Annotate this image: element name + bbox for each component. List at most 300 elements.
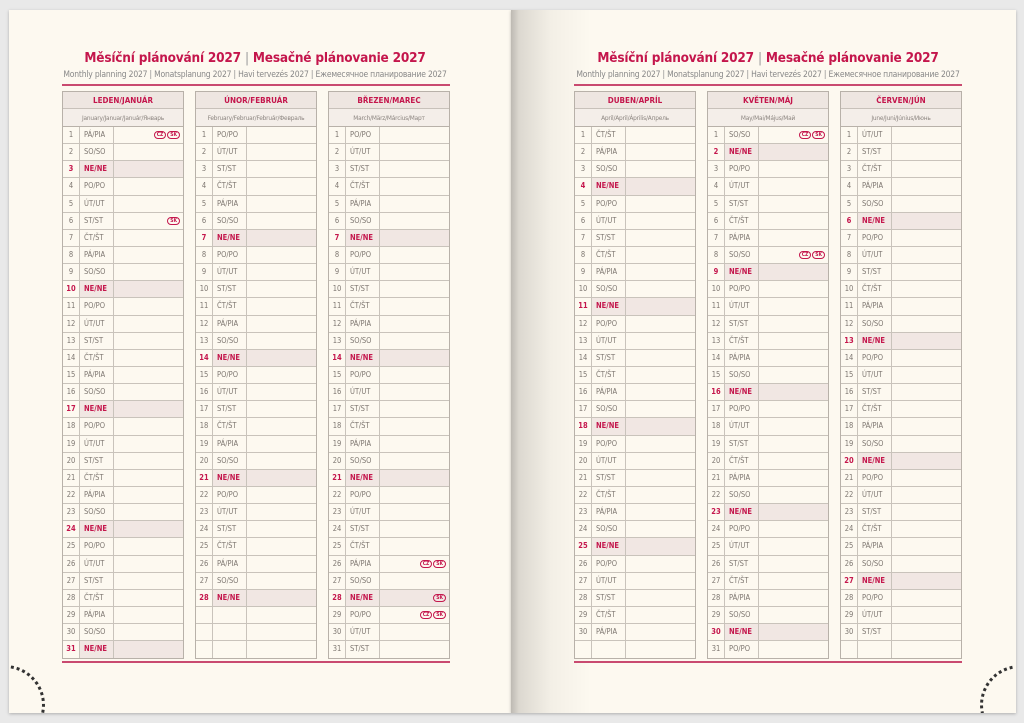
day-row[interactable] bbox=[841, 264, 961, 281]
note-cell[interactable] bbox=[892, 281, 961, 297]
note-cell[interactable] bbox=[626, 298, 695, 314]
day-row[interactable] bbox=[196, 161, 316, 178]
note-cell[interactable] bbox=[380, 556, 449, 572]
note-cell[interactable] bbox=[380, 607, 449, 623]
day-row[interactable] bbox=[708, 624, 828, 641]
note-cell[interactable] bbox=[114, 453, 183, 469]
note-cell[interactable] bbox=[626, 213, 695, 229]
note-cell[interactable] bbox=[380, 333, 449, 349]
day-row[interactable] bbox=[196, 196, 316, 213]
day-row[interactable] bbox=[708, 298, 828, 315]
note-cell[interactable] bbox=[380, 504, 449, 520]
note-cell[interactable] bbox=[759, 247, 828, 263]
day-row[interactable] bbox=[329, 161, 449, 178]
day-row[interactable] bbox=[708, 470, 828, 487]
note-cell[interactable] bbox=[626, 281, 695, 297]
note-cell[interactable] bbox=[759, 213, 828, 229]
note-cell[interactable] bbox=[892, 213, 961, 229]
day-row[interactable] bbox=[63, 624, 183, 641]
note-cell[interactable] bbox=[380, 264, 449, 280]
day-row[interactable] bbox=[708, 401, 828, 418]
note-cell[interactable] bbox=[626, 127, 695, 143]
day-row[interactable] bbox=[575, 213, 695, 230]
day-row[interactable] bbox=[63, 281, 183, 298]
day-row[interactable] bbox=[841, 316, 961, 333]
note-cell[interactable] bbox=[380, 247, 449, 263]
note-cell[interactable] bbox=[626, 470, 695, 486]
day-row[interactable] bbox=[708, 538, 828, 555]
day-row[interactable] bbox=[575, 418, 695, 435]
day-row[interactable] bbox=[63, 161, 183, 178]
note-cell[interactable] bbox=[626, 367, 695, 383]
note-cell[interactable] bbox=[759, 316, 828, 332]
day-row[interactable] bbox=[841, 453, 961, 470]
note-cell[interactable] bbox=[247, 196, 316, 212]
note-cell[interactable] bbox=[892, 350, 961, 366]
day-row[interactable] bbox=[708, 607, 828, 624]
note-cell[interactable] bbox=[892, 624, 961, 640]
day-row[interactable] bbox=[196, 316, 316, 333]
day-row[interactable] bbox=[708, 453, 828, 470]
note-cell[interactable] bbox=[626, 436, 695, 452]
day-row[interactable] bbox=[841, 281, 961, 298]
note-cell[interactable] bbox=[892, 230, 961, 246]
day-row[interactable] bbox=[575, 161, 695, 178]
note-cell[interactable] bbox=[759, 504, 828, 520]
day-row[interactable] bbox=[708, 590, 828, 607]
day-row[interactable] bbox=[575, 264, 695, 281]
day-row[interactable] bbox=[575, 590, 695, 607]
day-row[interactable] bbox=[63, 470, 183, 487]
day-row[interactable] bbox=[708, 436, 828, 453]
note-cell[interactable] bbox=[114, 538, 183, 554]
day-row[interactable] bbox=[63, 436, 183, 453]
day-row[interactable] bbox=[841, 161, 961, 178]
day-row[interactable] bbox=[196, 264, 316, 281]
note-cell[interactable] bbox=[380, 127, 449, 143]
note-cell[interactable] bbox=[247, 573, 316, 589]
day-row[interactable] bbox=[575, 196, 695, 213]
day-row[interactable] bbox=[329, 247, 449, 264]
day-row[interactable] bbox=[196, 178, 316, 195]
day-row[interactable] bbox=[329, 350, 449, 367]
day-row[interactable] bbox=[575, 504, 695, 521]
note-cell[interactable] bbox=[247, 333, 316, 349]
day-row[interactable] bbox=[841, 556, 961, 573]
note-cell[interactable] bbox=[759, 538, 828, 554]
note-cell[interactable] bbox=[247, 521, 316, 537]
note-cell[interactable] bbox=[380, 350, 449, 366]
day-row[interactable] bbox=[196, 298, 316, 315]
day-row[interactable] bbox=[329, 230, 449, 247]
note-cell[interactable] bbox=[626, 418, 695, 434]
day-row[interactable] bbox=[329, 624, 449, 641]
note-cell[interactable] bbox=[626, 590, 695, 606]
note-cell[interactable] bbox=[759, 144, 828, 160]
note-cell[interactable] bbox=[114, 247, 183, 263]
day-row[interactable] bbox=[329, 144, 449, 161]
note-cell[interactable] bbox=[247, 384, 316, 400]
day-row[interactable] bbox=[329, 418, 449, 435]
note-cell[interactable] bbox=[380, 367, 449, 383]
note-cell[interactable] bbox=[247, 453, 316, 469]
note-cell[interactable] bbox=[380, 178, 449, 194]
note-cell[interactable] bbox=[759, 401, 828, 417]
day-row[interactable] bbox=[63, 316, 183, 333]
day-row[interactable] bbox=[841, 384, 961, 401]
day-row[interactable] bbox=[329, 521, 449, 538]
note-cell[interactable] bbox=[892, 470, 961, 486]
day-row[interactable] bbox=[196, 556, 316, 573]
note-cell[interactable] bbox=[759, 470, 828, 486]
day-row[interactable] bbox=[841, 247, 961, 264]
note-cell[interactable] bbox=[759, 367, 828, 383]
note-cell[interactable] bbox=[114, 298, 183, 314]
note-cell[interactable] bbox=[114, 641, 183, 658]
note-cell[interactable] bbox=[114, 196, 183, 212]
day-row[interactable] bbox=[708, 213, 828, 230]
day-row[interactable] bbox=[196, 350, 316, 367]
day-row[interactable] bbox=[63, 350, 183, 367]
day-row[interactable] bbox=[841, 624, 961, 641]
note-cell[interactable] bbox=[380, 538, 449, 554]
note-cell[interactable] bbox=[247, 538, 316, 554]
note-cell[interactable] bbox=[247, 178, 316, 194]
day-row[interactable] bbox=[63, 556, 183, 573]
day-row[interactable] bbox=[575, 367, 695, 384]
day-row[interactable] bbox=[708, 333, 828, 350]
day-row[interactable] bbox=[841, 418, 961, 435]
note-cell[interactable] bbox=[892, 264, 961, 280]
day-row[interactable] bbox=[708, 384, 828, 401]
day-row[interactable] bbox=[841, 178, 961, 195]
day-row[interactable] bbox=[708, 367, 828, 384]
day-row[interactable] bbox=[841, 521, 961, 538]
day-row[interactable] bbox=[575, 298, 695, 315]
note-cell[interactable] bbox=[114, 213, 183, 229]
day-row[interactable] bbox=[841, 436, 961, 453]
day-row[interactable] bbox=[708, 281, 828, 298]
note-cell[interactable] bbox=[247, 161, 316, 177]
day-row[interactable] bbox=[575, 230, 695, 247]
note-cell[interactable] bbox=[892, 607, 961, 623]
day-row[interactable] bbox=[63, 298, 183, 315]
note-cell[interactable] bbox=[892, 367, 961, 383]
note-cell[interactable] bbox=[247, 316, 316, 332]
day-row[interactable] bbox=[708, 178, 828, 195]
day-row[interactable] bbox=[329, 556, 449, 573]
day-row[interactable] bbox=[575, 350, 695, 367]
day-row[interactable] bbox=[329, 264, 449, 281]
note-cell[interactable] bbox=[114, 624, 183, 640]
note-cell[interactable] bbox=[759, 127, 828, 143]
day-row[interactable] bbox=[575, 401, 695, 418]
day-row[interactable] bbox=[575, 281, 695, 298]
note-cell[interactable] bbox=[380, 196, 449, 212]
day-row[interactable] bbox=[329, 298, 449, 315]
day-row[interactable] bbox=[329, 538, 449, 555]
day-row[interactable] bbox=[708, 127, 828, 144]
day-row[interactable] bbox=[63, 247, 183, 264]
day-row[interactable] bbox=[329, 384, 449, 401]
day-row[interactable] bbox=[575, 453, 695, 470]
note-cell[interactable] bbox=[247, 281, 316, 297]
note-cell[interactable] bbox=[114, 264, 183, 280]
day-row[interactable] bbox=[196, 230, 316, 247]
day-row[interactable] bbox=[708, 144, 828, 161]
note-cell[interactable] bbox=[892, 144, 961, 160]
day-row[interactable] bbox=[329, 487, 449, 504]
day-row[interactable] bbox=[63, 487, 183, 504]
note-cell[interactable] bbox=[892, 590, 961, 606]
day-row[interactable] bbox=[575, 556, 695, 573]
day-row[interactable] bbox=[329, 641, 449, 658]
day-row[interactable] bbox=[329, 127, 449, 144]
day-row[interactable] bbox=[63, 401, 183, 418]
day-row[interactable] bbox=[329, 401, 449, 418]
note-cell[interactable] bbox=[626, 230, 695, 246]
note-cell[interactable] bbox=[892, 384, 961, 400]
day-row[interactable] bbox=[841, 487, 961, 504]
note-cell[interactable] bbox=[247, 264, 316, 280]
day-row[interactable] bbox=[196, 401, 316, 418]
day-row[interactable] bbox=[196, 436, 316, 453]
day-row[interactable] bbox=[196, 281, 316, 298]
day-row[interactable] bbox=[575, 316, 695, 333]
day-row[interactable] bbox=[63, 538, 183, 555]
note-cell[interactable] bbox=[626, 538, 695, 554]
note-cell[interactable] bbox=[759, 418, 828, 434]
day-row[interactable] bbox=[329, 178, 449, 195]
note-cell[interactable] bbox=[626, 196, 695, 212]
day-row[interactable] bbox=[708, 247, 828, 264]
day-row[interactable] bbox=[575, 624, 695, 641]
day-row[interactable] bbox=[196, 418, 316, 435]
note-cell[interactable] bbox=[626, 521, 695, 537]
note-cell[interactable] bbox=[247, 470, 316, 486]
note-cell[interactable] bbox=[380, 384, 449, 400]
note-cell[interactable] bbox=[380, 573, 449, 589]
note-cell[interactable] bbox=[892, 538, 961, 554]
note-cell[interactable] bbox=[247, 144, 316, 160]
day-row[interactable] bbox=[196, 470, 316, 487]
note-cell[interactable] bbox=[626, 556, 695, 572]
note-cell[interactable] bbox=[892, 127, 961, 143]
day-row[interactable] bbox=[575, 607, 695, 624]
note-cell[interactable] bbox=[626, 504, 695, 520]
day-row[interactable] bbox=[841, 401, 961, 418]
day-row[interactable] bbox=[196, 487, 316, 504]
note-cell[interactable] bbox=[759, 178, 828, 194]
note-cell[interactable] bbox=[626, 573, 695, 589]
day-row[interactable] bbox=[708, 641, 828, 658]
note-cell[interactable] bbox=[114, 333, 183, 349]
note-cell[interactable] bbox=[626, 247, 695, 263]
note-cell[interactable] bbox=[114, 436, 183, 452]
note-cell[interactable] bbox=[114, 470, 183, 486]
note-cell[interactable] bbox=[759, 436, 828, 452]
day-row[interactable] bbox=[63, 418, 183, 435]
note-cell[interactable] bbox=[114, 556, 183, 572]
note-cell[interactable] bbox=[759, 641, 828, 658]
note-cell[interactable] bbox=[892, 298, 961, 314]
note-cell[interactable] bbox=[759, 333, 828, 349]
day-row[interactable] bbox=[841, 538, 961, 555]
note-cell[interactable] bbox=[247, 247, 316, 263]
day-row[interactable] bbox=[63, 178, 183, 195]
note-cell[interactable] bbox=[114, 590, 183, 606]
note-cell[interactable] bbox=[759, 350, 828, 366]
note-cell[interactable] bbox=[247, 298, 316, 314]
note-cell[interactable] bbox=[247, 127, 316, 143]
note-cell[interactable] bbox=[759, 521, 828, 537]
note-cell[interactable] bbox=[626, 316, 695, 332]
note-cell[interactable] bbox=[380, 418, 449, 434]
day-row[interactable] bbox=[575, 538, 695, 555]
note-cell[interactable] bbox=[626, 607, 695, 623]
day-row[interactable] bbox=[708, 196, 828, 213]
note-cell[interactable] bbox=[626, 624, 695, 640]
day-row[interactable] bbox=[196, 521, 316, 538]
note-cell[interactable] bbox=[380, 144, 449, 160]
note-cell[interactable] bbox=[759, 573, 828, 589]
note-cell[interactable] bbox=[892, 487, 961, 503]
day-row[interactable] bbox=[575, 436, 695, 453]
day-row[interactable] bbox=[708, 487, 828, 504]
day-row[interactable] bbox=[841, 470, 961, 487]
note-cell[interactable] bbox=[114, 230, 183, 246]
note-cell[interactable] bbox=[247, 504, 316, 520]
note-cell[interactable] bbox=[626, 487, 695, 503]
day-row[interactable] bbox=[841, 127, 961, 144]
day-row[interactable] bbox=[708, 521, 828, 538]
day-row[interactable] bbox=[575, 333, 695, 350]
note-cell[interactable] bbox=[759, 298, 828, 314]
note-cell[interactable] bbox=[759, 607, 828, 623]
day-row[interactable] bbox=[329, 316, 449, 333]
note-cell[interactable] bbox=[759, 624, 828, 640]
day-row[interactable] bbox=[329, 196, 449, 213]
note-cell[interactable] bbox=[380, 624, 449, 640]
note-cell[interactable] bbox=[759, 590, 828, 606]
note-cell[interactable] bbox=[759, 453, 828, 469]
day-row[interactable] bbox=[575, 247, 695, 264]
day-row[interactable] bbox=[196, 573, 316, 590]
note-cell[interactable] bbox=[380, 521, 449, 537]
note-cell[interactable] bbox=[114, 367, 183, 383]
note-cell[interactable] bbox=[380, 470, 449, 486]
day-row[interactable] bbox=[841, 367, 961, 384]
note-cell[interactable] bbox=[759, 487, 828, 503]
note-cell[interactable] bbox=[626, 401, 695, 417]
note-cell[interactable] bbox=[247, 401, 316, 417]
note-cell[interactable] bbox=[892, 556, 961, 572]
note-cell[interactable] bbox=[114, 487, 183, 503]
day-row[interactable] bbox=[841, 196, 961, 213]
note-cell[interactable] bbox=[759, 196, 828, 212]
day-row[interactable] bbox=[329, 436, 449, 453]
note-cell[interactable] bbox=[114, 161, 183, 177]
note-cell[interactable] bbox=[759, 161, 828, 177]
note-cell[interactable] bbox=[247, 487, 316, 503]
day-row[interactable] bbox=[63, 384, 183, 401]
note-cell[interactable] bbox=[114, 178, 183, 194]
day-row[interactable] bbox=[196, 590, 316, 607]
note-cell[interactable] bbox=[892, 573, 961, 589]
note-cell[interactable] bbox=[892, 401, 961, 417]
note-cell[interactable] bbox=[114, 316, 183, 332]
day-row[interactable] bbox=[575, 487, 695, 504]
day-row[interactable] bbox=[708, 556, 828, 573]
day-row[interactable] bbox=[63, 144, 183, 161]
day-row[interactable] bbox=[196, 367, 316, 384]
day-row[interactable] bbox=[329, 213, 449, 230]
day-row[interactable] bbox=[708, 230, 828, 247]
day-row[interactable] bbox=[196, 504, 316, 521]
note-cell[interactable] bbox=[247, 367, 316, 383]
note-cell[interactable] bbox=[626, 144, 695, 160]
day-row[interactable] bbox=[575, 127, 695, 144]
note-cell[interactable] bbox=[380, 436, 449, 452]
note-cell[interactable] bbox=[892, 161, 961, 177]
note-cell[interactable] bbox=[380, 453, 449, 469]
day-row[interactable] bbox=[63, 504, 183, 521]
day-row[interactable] bbox=[329, 504, 449, 521]
day-row[interactable] bbox=[841, 504, 961, 521]
day-row[interactable] bbox=[63, 590, 183, 607]
day-row[interactable] bbox=[329, 333, 449, 350]
note-cell[interactable] bbox=[626, 453, 695, 469]
day-row[interactable] bbox=[575, 573, 695, 590]
day-row[interactable] bbox=[841, 607, 961, 624]
note-cell[interactable] bbox=[626, 178, 695, 194]
note-cell[interactable] bbox=[892, 196, 961, 212]
day-row[interactable] bbox=[575, 144, 695, 161]
note-cell[interactable] bbox=[247, 436, 316, 452]
day-row[interactable] bbox=[329, 453, 449, 470]
day-row[interactable] bbox=[196, 453, 316, 470]
day-row[interactable] bbox=[708, 161, 828, 178]
note-cell[interactable] bbox=[380, 161, 449, 177]
day-row[interactable] bbox=[63, 453, 183, 470]
note-cell[interactable] bbox=[380, 230, 449, 246]
note-cell[interactable] bbox=[892, 247, 961, 263]
note-cell[interactable] bbox=[380, 213, 449, 229]
day-row[interactable] bbox=[841, 144, 961, 161]
note-cell[interactable] bbox=[380, 401, 449, 417]
day-row[interactable] bbox=[196, 247, 316, 264]
note-cell[interactable] bbox=[759, 384, 828, 400]
day-row[interactable] bbox=[63, 641, 183, 658]
note-cell[interactable] bbox=[380, 487, 449, 503]
note-cell[interactable] bbox=[114, 350, 183, 366]
day-row[interactable] bbox=[329, 367, 449, 384]
note-cell[interactable] bbox=[626, 264, 695, 280]
day-row[interactable] bbox=[708, 504, 828, 521]
day-row[interactable] bbox=[329, 573, 449, 590]
day-row[interactable] bbox=[63, 607, 183, 624]
day-row[interactable] bbox=[196, 333, 316, 350]
note-cell[interactable] bbox=[114, 607, 183, 623]
note-cell[interactable] bbox=[626, 384, 695, 400]
day-row[interactable] bbox=[708, 350, 828, 367]
day-row[interactable] bbox=[63, 367, 183, 384]
day-row[interactable] bbox=[329, 607, 449, 624]
note-cell[interactable] bbox=[114, 281, 183, 297]
note-cell[interactable] bbox=[380, 316, 449, 332]
note-cell[interactable] bbox=[626, 161, 695, 177]
day-row[interactable] bbox=[196, 538, 316, 555]
